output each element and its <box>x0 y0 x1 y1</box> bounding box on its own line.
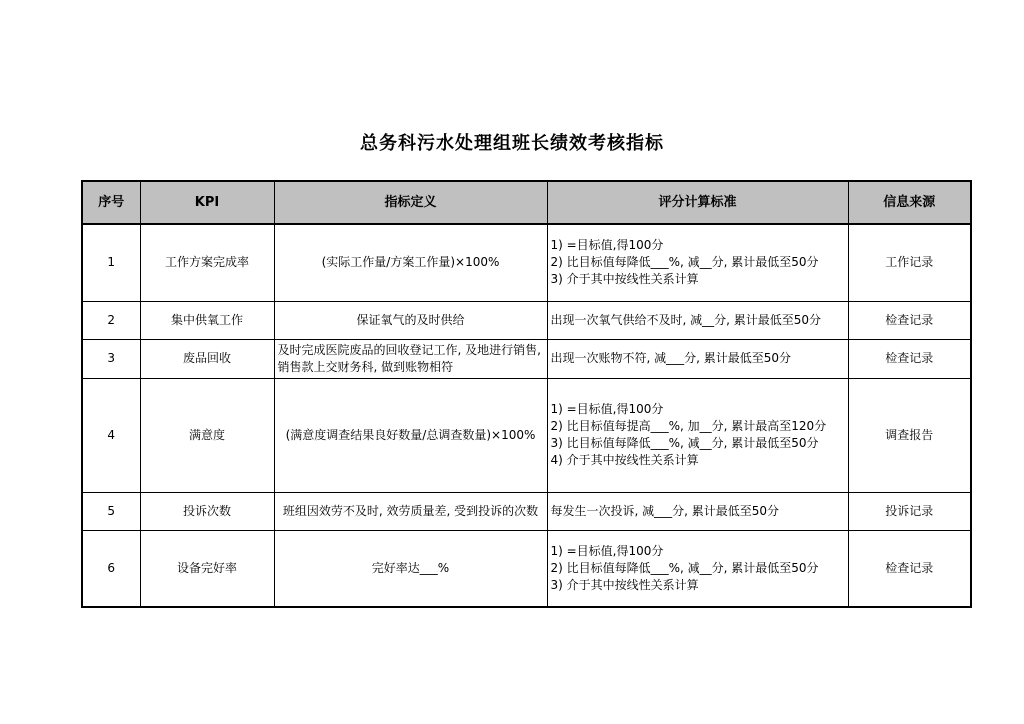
header-standard: 评分计算标准 <box>547 181 848 224</box>
row-kpi: 设备完好率 <box>140 530 274 607</box>
standard-line: 2) 比目标值每降低___%, 减__分, 累计最低至50分 <box>550 560 819 575</box>
row-kpi: 投诉次数 <box>140 492 274 530</box>
header-index: 序号 <box>82 181 140 224</box>
row-kpi: 废品回收 <box>140 339 274 378</box>
row-source: 检查记录 <box>848 301 971 339</box>
row-definition: 班组因效劳不及时, 效劳质量差, 受到投诉的次数 <box>274 492 547 530</box>
row-source: 检查记录 <box>848 339 971 378</box>
table-row <box>82 224 971 301</box>
row-standard <box>547 224 848 301</box>
row-standard <box>547 339 848 378</box>
row-index: 4 <box>82 378 140 492</box>
row-definition: (满意度调查结果良好数量/总调查数量)×100% <box>274 378 547 492</box>
row-index: 3 <box>82 339 140 378</box>
row-index: 2 <box>82 301 140 339</box>
standard-line: 1) =目标值,得100分 <box>550 543 664 558</box>
row-source: 检查记录 <box>848 530 971 607</box>
standard-line: 3) 介于其中按线性关系计算 <box>550 272 699 287</box>
header-definition: 指标定义 <box>274 181 547 224</box>
row-definition: 保证氧气的及时供给 <box>274 301 547 339</box>
row-index: 1 <box>82 224 140 301</box>
row-definition: 及时完成医院废品的回收登记工作, 及地进行销售, 销售款上交财务科, 做到账物相符 <box>274 339 547 378</box>
standard-line: 4) 介于其中按线性关系计算 <box>550 453 699 467</box>
row-standard <box>547 378 848 492</box>
standard-line: 1) =目标值,得100分 <box>550 402 664 416</box>
standard-line: 每发生一次投诉, 减___分, 累计最低至50分 <box>550 503 780 518</box>
standard-line: 出现一次氧气供给不及时, 减__分, 累计最低至50分 <box>550 312 822 327</box>
row-kpi: 集中供氧工作 <box>140 301 274 339</box>
row-standard <box>547 492 848 530</box>
row-standard <box>547 530 848 607</box>
row-definition: (实际工作量/方案工作量)×100% <box>274 224 547 301</box>
row-source: 工作记录 <box>848 224 971 301</box>
row-definition: 完好率达___% <box>274 530 547 607</box>
standard-line: 2) 比目标值每降低___%, 减__分, 累计最低至50分 <box>550 255 819 270</box>
row-index: 5 <box>82 492 140 530</box>
standard-line: 3) 介于其中按线性关系计算 <box>550 577 699 592</box>
row-kpi: 工作方案完成率 <box>140 224 274 301</box>
row-index: 6 <box>82 530 140 607</box>
standard-line: 3) 比目标值每降低___%, 减__分, 累计最低至50分 <box>550 436 819 450</box>
kpi-table <box>81 180 972 608</box>
header-kpi: KPI <box>140 181 274 224</box>
table-row <box>82 378 971 492</box>
row-standard <box>547 301 848 339</box>
table-row <box>82 339 971 378</box>
standard-line: 出现一次账物不符, 减___分, 累计最低至50分 <box>550 351 792 365</box>
standard-line: 1) =目标值,得100分 <box>550 238 664 253</box>
table-row <box>82 492 971 530</box>
header-source: 信息来源 <box>848 181 971 224</box>
table-header-row <box>82 181 971 224</box>
row-kpi: 满意度 <box>140 378 274 492</box>
row-source: 调查报告 <box>848 378 971 492</box>
document-title: 总务科污水处理组班长绩效考核指标 <box>360 133 664 154</box>
standard-line: 2) 比目标值每提高___%, 加__分, 累计最高至120分 <box>550 419 827 433</box>
table-row <box>82 301 971 339</box>
table-row <box>82 530 971 607</box>
row-source: 投诉记录 <box>848 492 971 530</box>
